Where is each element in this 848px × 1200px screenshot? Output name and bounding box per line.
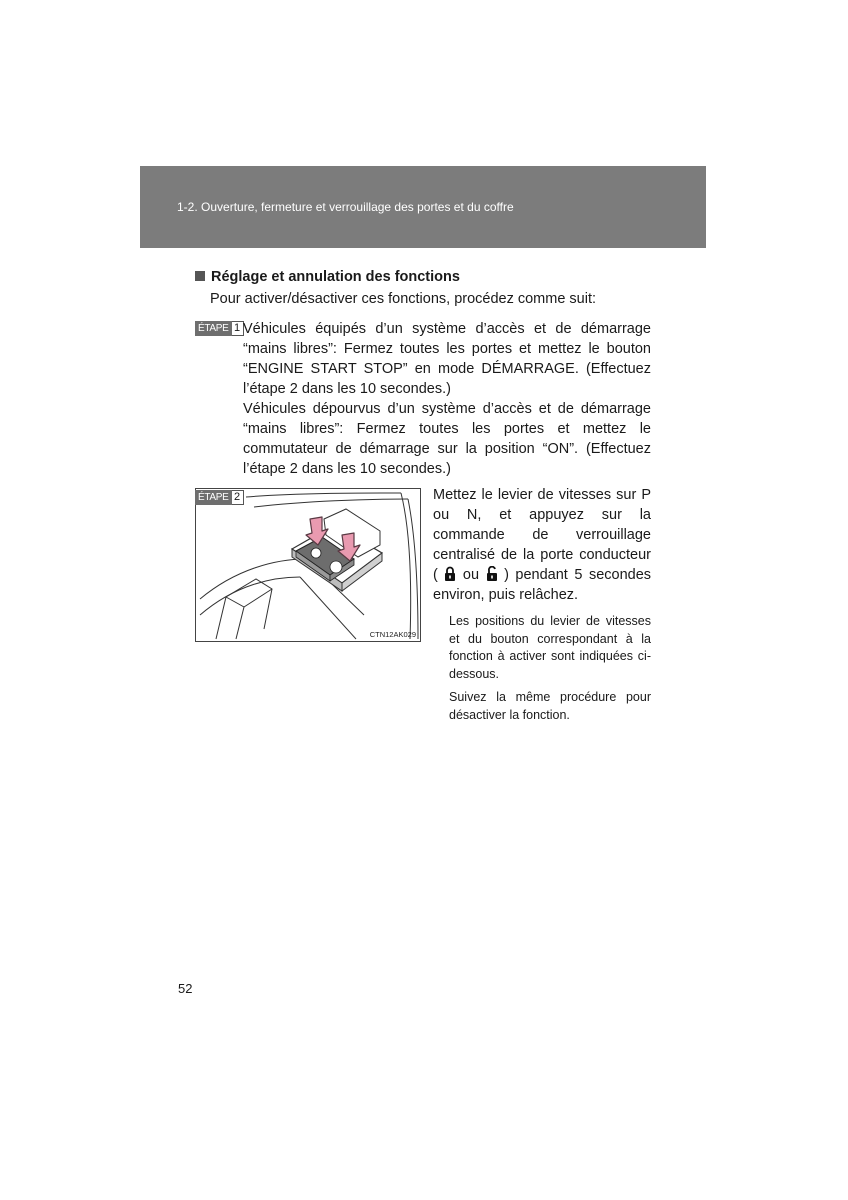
lock-closed-icon [444,566,456,582]
step-2-text-or: ou [456,567,486,583]
step-2-text-after: ) pendant 5 secondes environ, puis relâchez. [433,567,652,603]
door-switch-illustration [195,488,421,642]
step-2-text-before: Mettez le levier de vitesses sur P ou N, et appuyez sur la commande de verrouillage centralisé de la porte conducteur ( [433,487,651,583]
intro-text: Pour activer/désactiver ces fonctions, procédez comme suit: [210,291,597,307]
note-1: Les positions du levier de vitesses et du bouton correspondant à la fonction à activer sont indiquées ci-dessous. [449,614,651,681]
step-1-badge [195,321,244,336]
section-title: 1-2. Ouverture, fermeture et verrouillage des portes et du coffre [177,200,514,214]
door-panel-drawing [196,489,420,641]
section-heading [195,269,460,285]
page-number: 52 [178,981,193,996]
switch-housing [292,509,382,591]
square-bullet-icon [195,271,205,281]
heading-text: Réglage et annulation des fonctions [211,269,460,285]
step-1-paragraph-1: Véhicules équipés d’un système d’accès et de démarrage “mains libres”: Fermez toutes les portes et mettez le bouton “ENGINE START STOP” en mode DÉMARRAGE. (Effectuez l’étape 2 dans les 10 secondes.) [243,321,651,397]
note-2: Suivez la même procédure pour désactiver la fonction. [449,690,651,722]
figure-code: CTN12AK029 [369,630,416,639]
step-2-badge [195,490,244,505]
step-badge-label: ÉTAPE [195,321,232,336]
step-badge-number: 1 [232,321,244,336]
step-badge-label: ÉTAPE [195,490,232,505]
step-2-paragraph [433,485,651,605]
step-badge-number: 2 [232,490,244,505]
step-1-paragraph-2: Véhicules dépourvus d’un système d’accès et de démarrage “mains libres”: Fermez toutes les portes et mettez le commutateur de démarrage sur la position “ON”. (Effectuez l’étape 2 dans les 10 secondes.) [243,401,651,477]
header-band [140,166,706,248]
lock-open-icon [486,566,498,582]
